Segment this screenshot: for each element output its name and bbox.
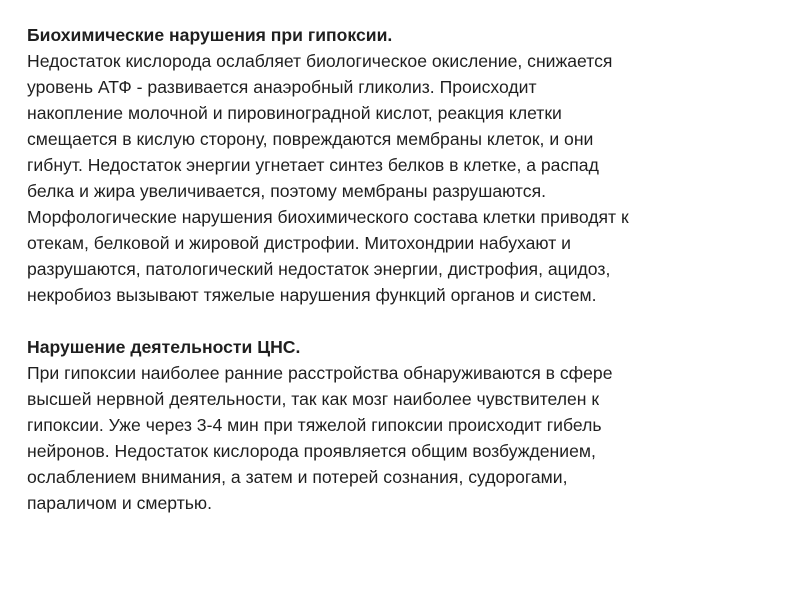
section-biochemical-disorders (27, 22, 780, 308)
section-heading: Нарушение деятельности ЦНС. (27, 337, 301, 357)
section-cns-disorders (27, 334, 780, 516)
section-body: Недостаток кислорода ослабляет биологическое окисление, снижается уровень АТФ - развивается анаэробный гликолиз. Происходит накопление молочной и пировиноградной кислот, реакция клетки смещается в кислую сторону, повреждаются мембраны клеток, и они гибнут. Недостаток энергии угнетает синтез белков в клетке, а распад белка и жира увеличивается, поэтому мембраны разрушаются. Морфологические нарушения биохимического состава клетки приводят к отекам, белковой и жировой дистрофии. Митохондрии набухают и разрушаются, патологический недостаток энергии, дистрофия, ацидоз, некробиоз вызывают тяжелые нарушения функций органов и систем. (27, 51, 629, 305)
section-body: При гипоксии наиболее ранние расстройства обнаруживаются в сфере высшей нервной деятельности, так как мозг наиболее чувствителен к гипоксии. Уже через 3-4 мин при тяжелой гипоксии происходит гибель нейронов. Недостаток кислорода проявляется общим возбуждением, ослаблением внимания, а затем и потерей сознания, судорогами, параличом и смертью. (27, 363, 613, 513)
section-heading: Биохимические нарушения при гипоксии. (27, 25, 393, 45)
